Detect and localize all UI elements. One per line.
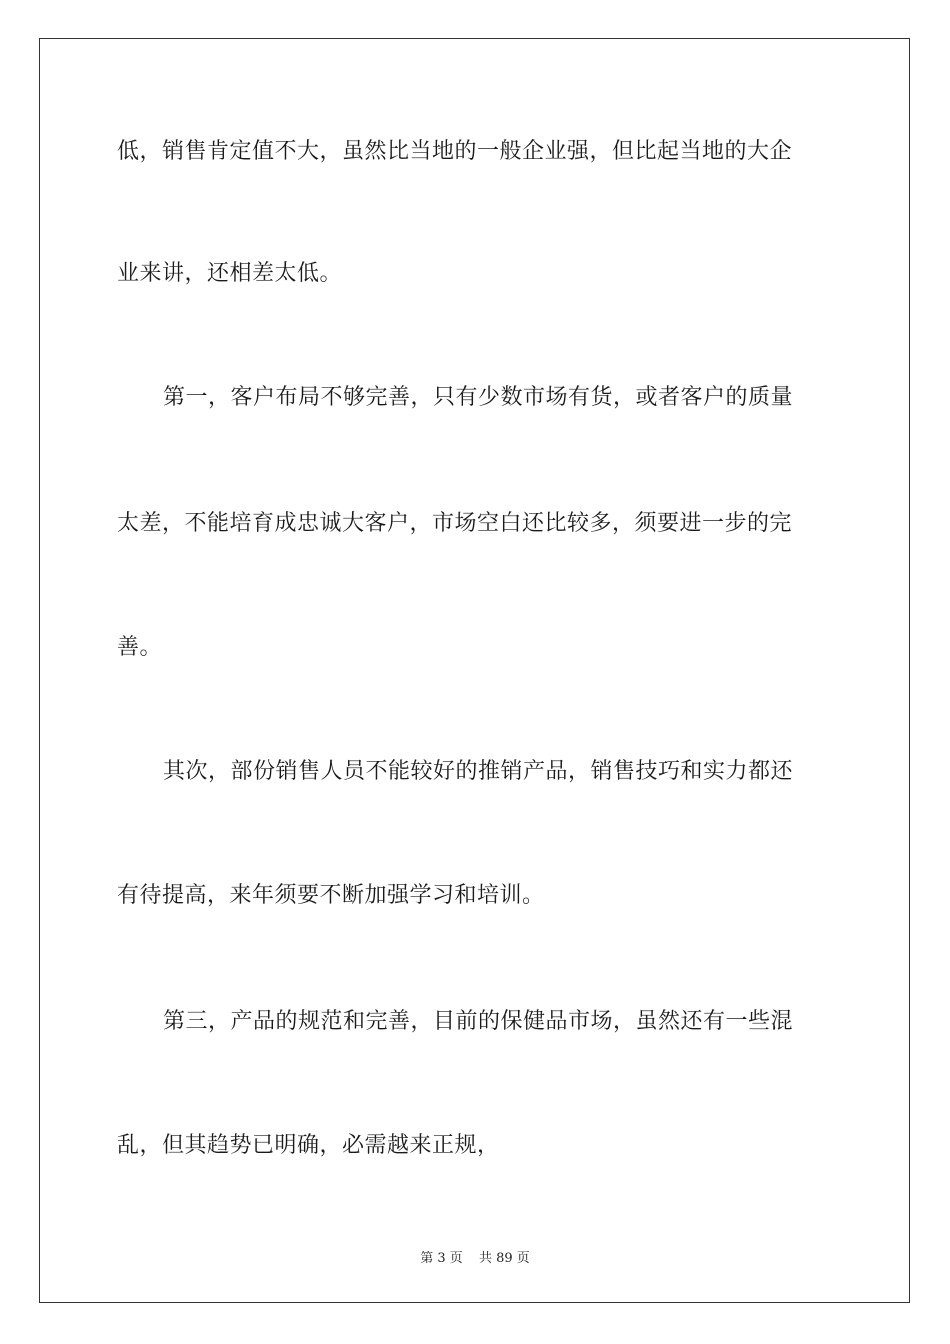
page-number: 第 3 页 xyxy=(420,1251,463,1266)
page-footer xyxy=(0,1247,950,1266)
body-line-4: 太差，不能培育成忠诚大客户，市场空白还比较多，须要进一步的完 xyxy=(117,511,793,536)
body-line-3: 第一，客户布局不够完善，只有少数市场有货，或者客户的质量 xyxy=(163,385,794,410)
page-border xyxy=(39,38,910,1303)
page-total: 共 89 页 xyxy=(478,1251,530,1266)
body-line-5: 善。 xyxy=(117,635,163,660)
body-line-6: 其次，部份销售人员不能较好的推销产品，销售技巧和实力都还 xyxy=(163,759,794,784)
body-line-2: 业来讲，还相差太低。 xyxy=(117,261,343,286)
body-line-7: 有待提高，来年须要不断加强学习和培训。 xyxy=(117,883,545,908)
body-line-9: 乱，但其趋势已明确，必需越来正规， xyxy=(117,1133,500,1158)
body-line-8: 第三，产品的规范和完善，目前的保健品市场，虽然还有一些混 xyxy=(163,1009,794,1034)
body-line-1: 低，销售肯定值不大，虽然比当地的一般企业强，但比起当地的大企 xyxy=(117,139,793,164)
